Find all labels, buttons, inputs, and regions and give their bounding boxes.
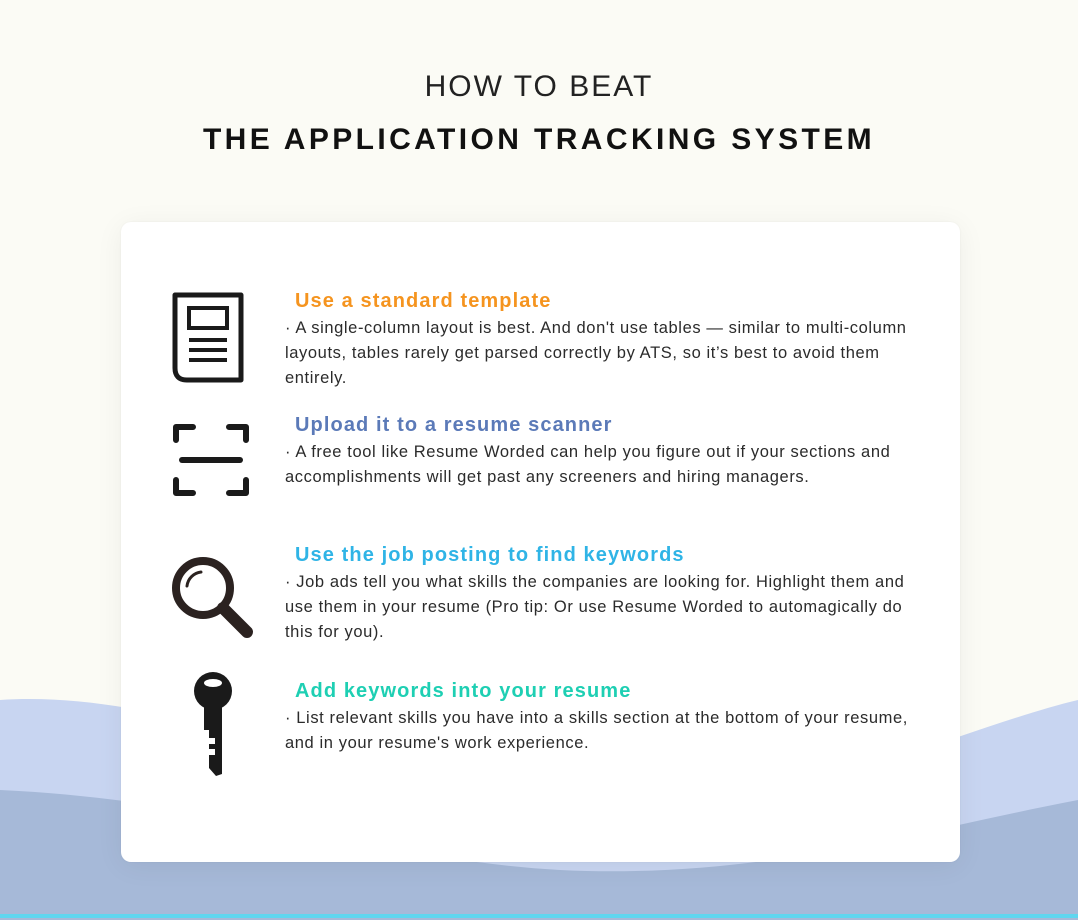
tip-body: · A free tool like Resume Worded can help you figure out if your sections and accomplishments will get past any screeners and hiring managers. <box>285 443 891 486</box>
heading-line-1: HOW TO BEAT <box>424 70 654 104</box>
magnifying-glass-icon <box>167 552 257 642</box>
bottom-accent-line <box>0 914 1078 918</box>
tip-title: Upload it to a resume scanner <box>295 414 613 436</box>
scanner-frame-icon <box>173 422 249 498</box>
key-icon <box>189 670 239 778</box>
tip-body: · List relevant skills you have into a skills section at the bottom of your resume, and in your resume's work experience. <box>285 709 908 752</box>
tip-title: Add keywords into your resume <box>295 680 632 702</box>
tips-card <box>121 222 960 862</box>
tip-body: · A single-column layout is best. And don't use tables — similar to multi-column layouts, tables rarely get parsed correctly by ATS, so it’s best to avoid them entirely. <box>285 319 907 387</box>
tip-body: · Job ads tell you what skills the companies are looking for. Highlight them and use them in your resume (Pro tip: Or use Resume Worded to automagically do this for you). <box>285 573 905 641</box>
tip-title: Use a standard template <box>295 290 552 312</box>
heading-line-2: THE APPLICATION TRACKING SYSTEM <box>202 122 876 156</box>
document-template-icon <box>169 292 247 384</box>
tip-title: Use the job posting to find keywords <box>295 544 685 566</box>
